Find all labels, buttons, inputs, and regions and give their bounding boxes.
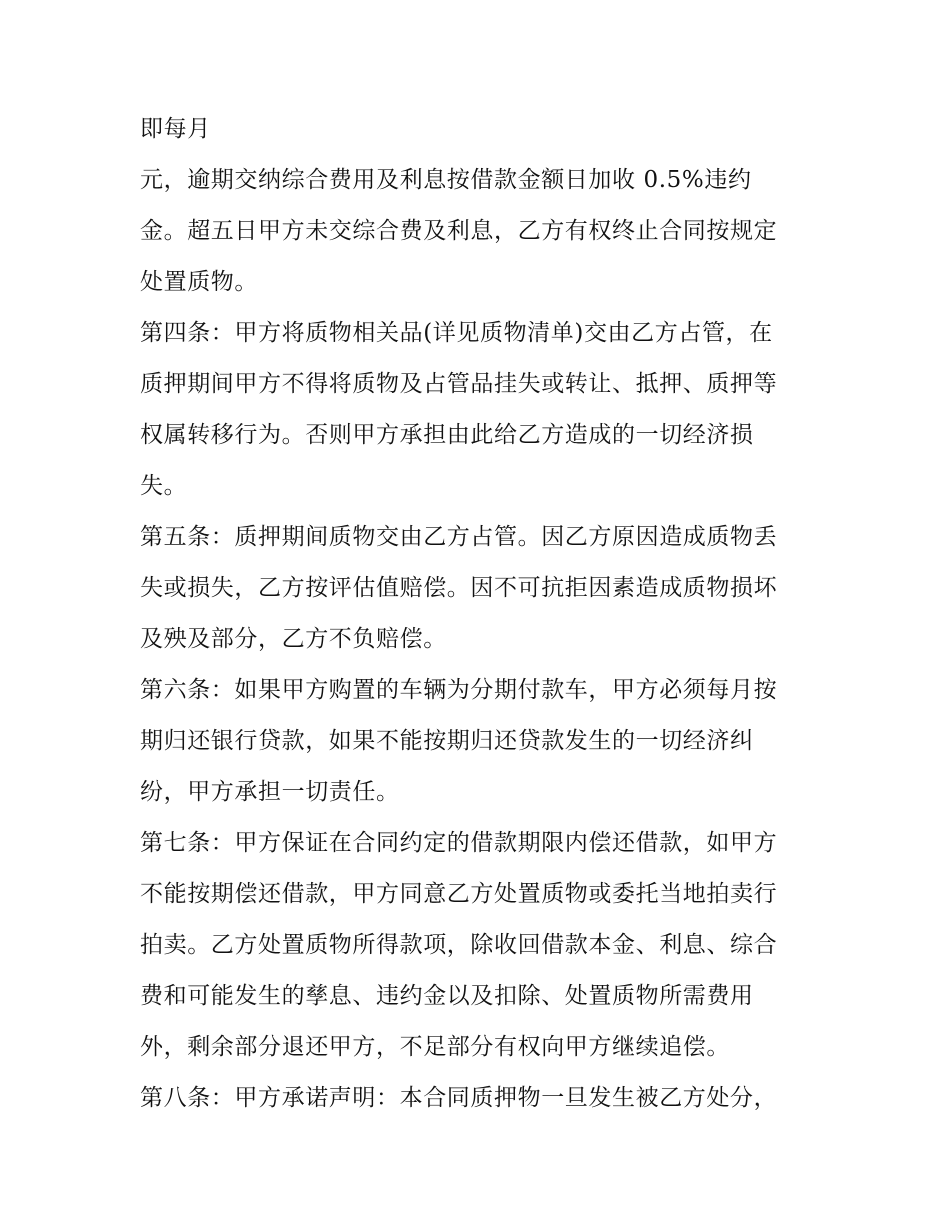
- text-line: 不能按期偿还借款，甲方同意乙方处置质物或委托当地拍卖行: [140, 881, 778, 907]
- text-line: 费和可能发生的孳息、违约金以及扣除、处置质物所需费用: [140, 983, 754, 1009]
- text-line: 元，逾期交纳综合费用及利息按借款金额日加收 0.5%违约: [140, 167, 752, 193]
- text-line: 拍卖。乙方处置质物所得款项，除收回借款本金、利息、综合: [140, 932, 778, 958]
- article-7-start: 第七条：甲方保证在合同约定的借款期限内偿还借款，如甲方: [140, 830, 778, 856]
- article-5-start: 第五条：质押期间质物交由乙方占管。因乙方原因造成质物丢: [140, 524, 778, 550]
- text-line: 失。: [140, 473, 188, 499]
- text-line: 期归还银行贷款，如果不能按期归还贷款发生的一切经济纠: [140, 728, 754, 754]
- document-body: [140, 104, 820, 1124]
- article-4-start: 第四条：甲方将质物相关品(详见质物清单)交由乙方占管，在: [140, 320, 773, 346]
- article-8-start: 第八条：甲方承诺声明：本合同质押物一旦发生被乙方处分，: [140, 1085, 778, 1111]
- text-line: 质押期间甲方不得将质物及占管品挂失或转让、抵押、质押等: [140, 371, 778, 397]
- text-line: 处置质物。: [140, 269, 258, 295]
- article-6-start: 第六条：如果甲方购置的车辆为分期付款车，甲方必须每月按: [140, 677, 778, 703]
- text-line: 失或损失，乙方按评估值赔偿。因不可抗拒因素造成质物损坏: [140, 575, 778, 601]
- text-line: 外，剩余部分退还甲方，不足部分有权向甲方继续追偿。: [140, 1034, 730, 1060]
- text-line: 即每月: [140, 116, 211, 142]
- text-line: 金。超五日甲方未交综合费及利息，乙方有权终止合同按规定: [140, 218, 778, 244]
- text-line: 权属转移行为。否则甲方承担由此给乙方造成的一切经济损: [140, 422, 754, 448]
- text-line: 及殃及部分，乙方不负赔偿。: [140, 626, 447, 652]
- text-line: 纷，甲方承担一切责任。: [140, 779, 400, 805]
